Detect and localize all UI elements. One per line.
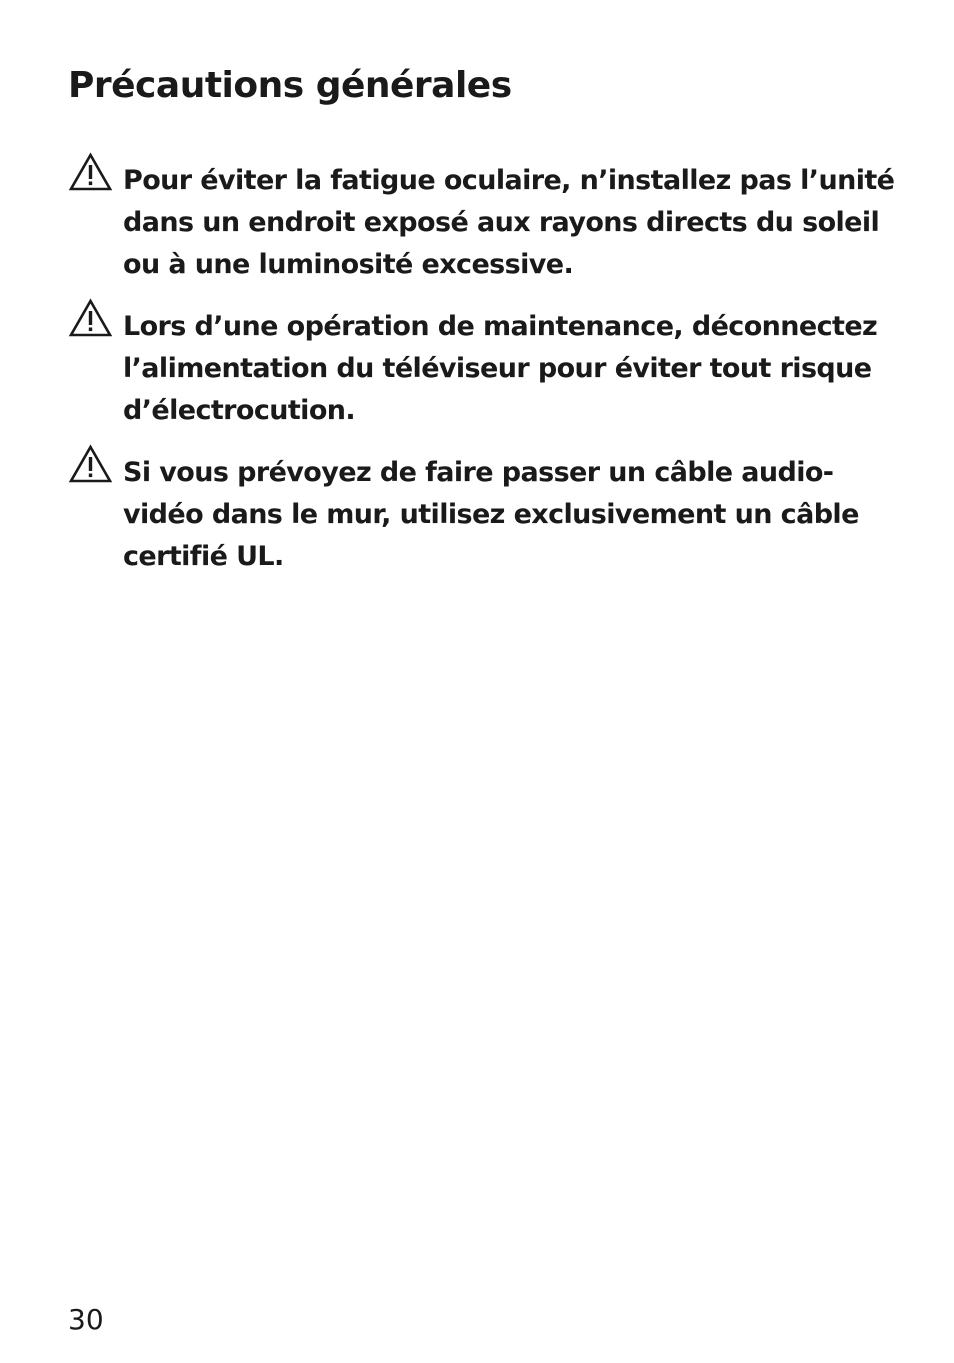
warning-item [68,160,908,286]
warning-item [68,452,908,578]
page-number: 30 [68,1303,104,1336]
page-title: Précautions générales [68,65,512,106]
warning-item [68,306,908,432]
warning-text: Si vous prévoyez de faire passer un câble audio-vidéo dans le mur, utilisez exclusivement un câble certifié UL. [123,457,859,572]
warning-text: Pour éviter la fatigue oculaire, n’installez pas l’unité dans un endroit exposé aux rayons directs du soleil ou à une luminosité excessive. [123,165,895,280]
warning-text: Lors d’une opération de maintenance, déconnectez l’alimentation du téléviseur pour éviter tout risque d’électrocution. [123,311,878,426]
warning-triangle-icon [68,152,113,192]
warning-triangle-icon [68,298,113,338]
warning-triangle-icon [68,444,113,484]
warning-list [68,160,908,598]
